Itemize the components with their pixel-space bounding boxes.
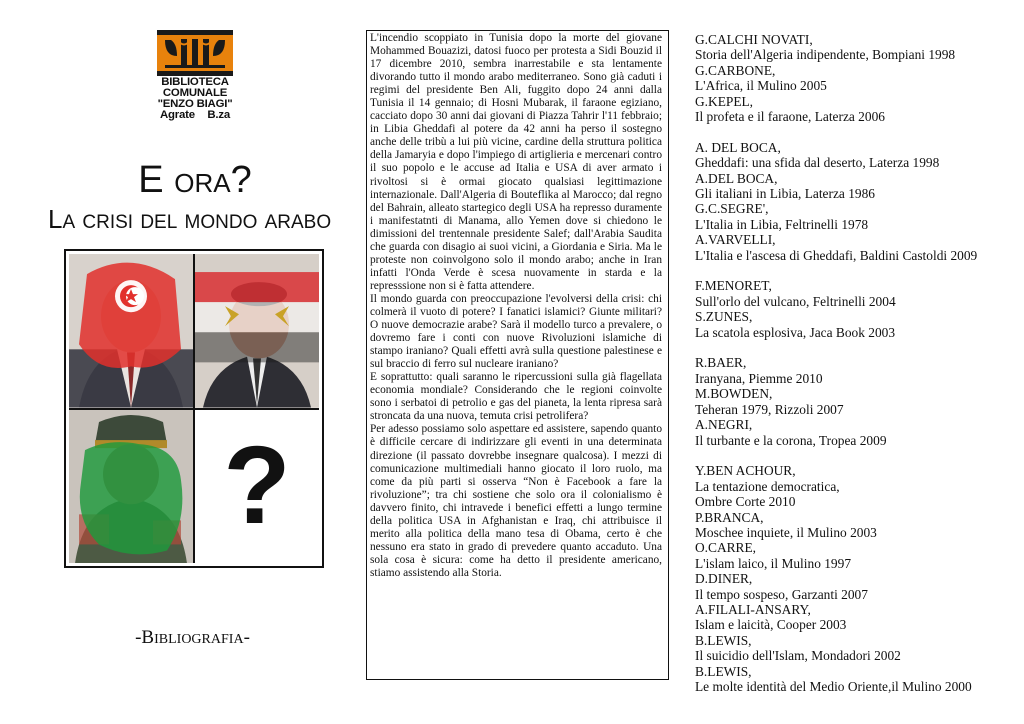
- bibliography-entry: [695, 633, 1015, 664]
- bibliography-entry: [695, 540, 1015, 571]
- library-emblem-icon: [157, 30, 233, 76]
- bibliography-title: Gli italiani in Libia, Laterza 1986: [695, 186, 875, 202]
- page-subtitle: [48, 202, 348, 240]
- bibliography-author: B.LEWIS,: [695, 632, 752, 648]
- bibliography-entry: [695, 602, 1015, 633]
- tunisia-flag-portrait: [69, 254, 193, 408]
- bibliography-author: A.VARVELLI,: [695, 232, 776, 248]
- bibliography-author: B.LEWIS,: [695, 663, 752, 679]
- bibliography-group: [695, 463, 1015, 694]
- bibliography-entry: [695, 386, 1015, 417]
- leaders-collage: [64, 249, 324, 568]
- bibliography-entry: [695, 32, 1015, 63]
- bibliography-author: G.CARBONE,: [695, 62, 776, 78]
- egypt-flag-portrait: [195, 254, 319, 408]
- bibliography-entry: [695, 140, 1015, 171]
- article-paragraph: Il mondo guarda con preoccupazione l'evolversi della crisi: chi colmerà il vuoto di potere? I fanatici islamici? Giunte militari? O nuove democrazie arabe? Sarà il modello turco a prevalere, o dovremo fare i conti con nuove Rivoluzioni islamiche di stampo iraniano? Quali effetti avrà sulla questione palestinese e sul braccio di ferro sul nucleare iraniano?: [370, 292, 662, 371]
- bibliography-entry: [695, 463, 1015, 509]
- logo-town: Agrate: [160, 109, 195, 121]
- bibliography-entry: [695, 94, 1015, 125]
- library-logo: [156, 30, 234, 121]
- bibliography-title: L'Italia e l'ascesa di Gheddafi, Baldini Castoldi 2009: [695, 247, 978, 263]
- bibliography-group: [695, 355, 1015, 447]
- bibliography-title: Le molte identità del Medio Oriente,il Mulino 2000: [695, 679, 972, 694]
- logo-line-3: "ENZO BIAGI": [157, 98, 233, 110]
- bibliography-title: L'Africa, il Mulino 2005: [695, 78, 827, 94]
- subtitle-word-5: ARABO: [264, 212, 332, 233]
- subtitle-word-1: A: [62, 212, 76, 233]
- bibliography-author: A.DEL BOCA,: [695, 170, 778, 186]
- bibliography-title: Teheran 1979, Rizzoli 2007: [695, 401, 844, 417]
- bibliography-title: Gheddafi: una sfida dal deserto, Laterza 1998: [695, 155, 940, 171]
- bibliography-author: S.ZUNES,: [695, 309, 753, 325]
- bibliography-title: Sull'orlo del vulcano, Feltrinelli 2004: [695, 293, 896, 309]
- bibliography-author: G.C.SEGRE',: [695, 201, 769, 217]
- bibliography-author: O.CARRE,: [695, 540, 757, 556]
- bibliography-title: Ombre Corte 2010: [695, 494, 796, 510]
- bibliography-title: Il turbante e la corona, Tropea 2009: [695, 432, 887, 448]
- title-second-word: ORA: [174, 168, 231, 198]
- question-mark-panel: [195, 410, 319, 564]
- bibliography-title: Moschee inquiete, il Mulino 2003: [695, 524, 877, 540]
- article-paragraph: E soprattutto: quali saranno le ripercussioni sulla già flagellata economia mondiale? Considerando che le regioni coinvolte sono i serbatoi di petrolio e gas del pianeta, la lenta ripresa sarà stroncata da una nuova, temuta crisi petrolifera?: [370, 371, 662, 423]
- subtitle-word-3: DEL: [140, 212, 178, 233]
- page-title: [0, 158, 390, 205]
- bibliography-title: Il suicidio dell'Islam, Mondadori 2002: [695, 648, 901, 664]
- bibliography-entry: [695, 417, 1015, 448]
- bibliography-author: G.CALCHI NOVATI,: [695, 32, 813, 47]
- bibliography-entry: [695, 201, 1015, 232]
- article-paragraph: Per adesso possiamo solo aspettare ed assistere, sapendo quanto è difficile cercare di indirizzare gli eventi in una determinata direzione (il passato dovrebbe insegnare qualcosa). I mezzi di comunicazione multimediali hanno giocato il loro ruolo, ma come da più parti si osserva “Non è Facebook a fare la rivoluzione”; tra chi sostiene che solo ora il colonialismo è davvero finito, chi intravede i benefici effetti a lungo termine della politica USA in Afghanistan e Iraq, chi attribuisce il merito alla politica della mano tesa di Obama, certo è che nessuno era stato in grado di prevedere quanto accaduto. Una sola cosa è sicura: come ha detto il presidente americano, stiamo assistendo alla Storia.: [370, 423, 662, 579]
- question-mark-icon: ?: [223, 424, 291, 548]
- bibliography-entry: [695, 510, 1015, 541]
- bibliography-group: [695, 278, 1015, 340]
- bibliography-author: M.BOWDEN,: [695, 386, 773, 402]
- bibliography-entry: [695, 278, 1015, 309]
- bibliography-label-start: -B: [135, 627, 155, 648]
- libya-flag-portrait: [69, 410, 193, 564]
- bibliography-entry: [695, 309, 1015, 340]
- bibliography-label: [0, 627, 385, 649]
- bibliography-author: A. DEL BOCA,: [695, 139, 781, 155]
- bibliography-label-end: -: [243, 627, 250, 648]
- bibliography-entry: [695, 571, 1015, 602]
- logo-abbr: B.za: [207, 109, 230, 121]
- bibliography-title: Storia dell'Algeria indipendente, Bompiani 1998: [695, 47, 956, 63]
- bibliography-author: F.MENORET,: [695, 278, 772, 294]
- article-text-box: [366, 30, 669, 680]
- bibliography-author: Y.BEN ACHOUR,: [695, 463, 796, 479]
- title-question-mark: ?: [230, 159, 252, 201]
- bibliography-title: La scatola esplosiva, Jaca Book 2003: [695, 324, 896, 340]
- bibliography-entry: [695, 232, 1015, 263]
- bibliography-author: G.KEPEL,: [695, 93, 754, 109]
- subtitle-word-4: MONDO: [184, 212, 258, 233]
- bibliography-entry: [695, 664, 1015, 695]
- bibliography-title: Il profeta e il faraone, Laterza 2006: [695, 109, 885, 125]
- logo-line-2: COMUNALE: [162, 87, 228, 99]
- bibliography-title: La tentazione democratica,: [695, 478, 840, 494]
- bibliography-title: L'islam laico, il Mulino 1997: [695, 555, 852, 571]
- bibliography-entry: [695, 171, 1015, 202]
- bibliography-author: R.BAER,: [695, 355, 747, 371]
- subtitle-initial: L: [48, 204, 63, 234]
- bibliography-title: L'Italia in Libia, Feltrinelli 1978: [695, 216, 869, 232]
- bibliography-title: Iranyana, Piemme 2010: [695, 370, 823, 386]
- bibliography-title: Il tempo sospeso, Garzanti 2007: [695, 586, 868, 602]
- bibliography-entry: [695, 63, 1015, 94]
- bibliography-author: D.DINER,: [695, 571, 753, 587]
- bibliography-entry: [695, 355, 1015, 386]
- bibliography-label-rest: IBLIOGRAFIA: [154, 632, 244, 647]
- logo-line-1: BIBLIOTECA: [161, 76, 229, 88]
- article-paragraph: L'incendio scoppiato in Tunisia dopo la morte del giovane Mohammed Bouazizi, datosi fuoco per protesta a Sidi Bouzid il 17 dicembre 2010, sembra inarrestabile e sta lentamente divorando tutto il mondo arabo mediterraneo. Sono già caduti i regimi del presidente Ben Ali, fuggito dopo 24 anni dalla Tunisia il 14 gennaio; di Hosni Mubarak, il faraone egiziano, cacciato dopo 30 anni dai giovani di Piazza Tahrir l'11 febbraio; in Libia Gheddafi al potere da 42 anni ha perso il sostegno anche delle tribù a lui più vicine, cardine della struttura politica della Jamaryia e dopo l'impiego di artiglieria e mercenari contro il suo popolo e le accuse ad Italia e USA di aver armato i rivoltosi si è ormai giocato qualsiasi legittimazione internazionale. Dall'Algeria di Bouteflika al Marocco; dal regno del Bahrain, alleato startegico degli USA ha represso duramente i manifestatnti di Manama, allo Yemen dove si chiedono le dimissioni del trentennale presidente Salef; dall'Arabia Saudita che guarda con disagio ai suoi vicini, a Giordania e Siria. Ma le proteste non coinvolgono solo il mondo arabo; anche in Iran infatti l'Onda Verde è scesa nuovamente in starda e la represssione non si è fatta attendere.: [370, 32, 662, 292]
- bibliography-author: A.NEGRI,: [695, 417, 753, 433]
- subtitle-word-2: CRISI: [82, 212, 134, 233]
- bibliography-list: [695, 32, 1015, 694]
- bibliography-group: [695, 32, 1015, 124]
- title-first-word: E: [138, 159, 164, 201]
- bibliography-author: P.BRANCA,: [695, 509, 764, 525]
- bibliography-title: Islam e laicità, Cooper 2003: [695, 617, 847, 633]
- bibliography-group: [695, 140, 1015, 263]
- bibliography-author: A.FILALI-ANSARY,: [695, 601, 811, 617]
